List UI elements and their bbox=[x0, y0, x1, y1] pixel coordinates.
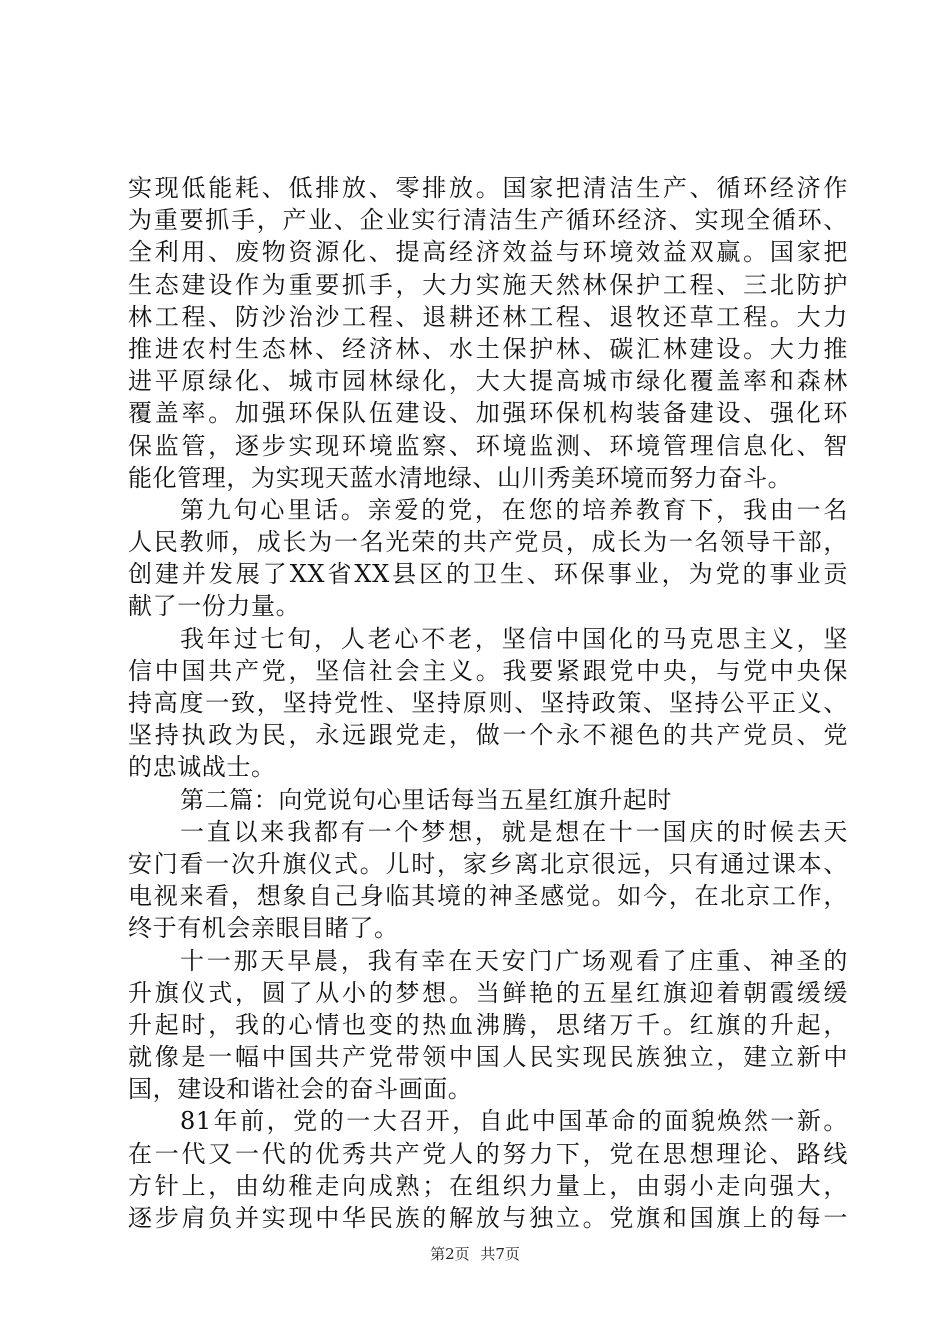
text-line: 安门看一次升旗仪式。儿时，家乡离北京很远，只有通过课本、 bbox=[128, 849, 848, 878]
text-line: 林工程、防沙治沙工程、退耕还林工程、退牧还草工程。大力 bbox=[128, 302, 848, 331]
text-line: 升旗仪式，圆了从小的梦想。当鲜艳的五星红旗迎着朝霞缓缓 bbox=[128, 978, 848, 1007]
text-line: 创建并发展了XX省XX县区的卫生、环保事业，为党的事业贡 bbox=[128, 560, 848, 589]
text-line: 在一代又一代的优秀共产党人的努力下，党在思想理论、路线 bbox=[128, 1139, 848, 1168]
text-line: 覆盖率。加强环保队伍建设、加强环保机构装备建设、强化环 bbox=[128, 399, 848, 428]
page-number: 第2页 bbox=[430, 1245, 470, 1263]
text-line: 推进农村生态林、经济林、水土保护林、碳汇林建设。大力推 bbox=[128, 334, 848, 363]
page-total: 共7页 bbox=[480, 1245, 520, 1263]
text-line: 为重要抓手，产业、企业实行清洁生产循环经济、实现全循环、 bbox=[128, 206, 848, 235]
text-line: 方针上，由幼稚走向成熟；在组织力量上，由弱小走向强大， bbox=[128, 1171, 848, 1200]
page-footer bbox=[0, 1243, 950, 1264]
text-line: 就像是一幅中国共产党带领中国人民实现民族独立，建立新中 bbox=[128, 1043, 848, 1072]
text-line: 升起时，我的心情也变的热血沸腾，思绪万千。红旗的升起， bbox=[128, 1010, 848, 1039]
text-line: 实现低能耗、低排放、零排放。国家把清洁生产、循环经济作 bbox=[128, 174, 848, 202]
text-line: 电视来看，想象自己身临其境的神圣感觉。如今，在北京工作， bbox=[128, 882, 848, 911]
text-line: 生态建设作为重要抓手，大力实施天然林保护工程、三北防护 bbox=[128, 270, 848, 299]
text-line: 国，建设和谐社会的奋斗画面。 bbox=[128, 1075, 473, 1104]
document-body bbox=[128, 172, 848, 1234]
text-line: 信中国共产党，坚信社会主义。我要紧跟党中央，与党中央保 bbox=[128, 656, 848, 685]
text-line: 持高度一致，坚持党性、坚持原则、坚持政策、坚持公平正义、 bbox=[128, 689, 848, 717]
text-line: 保监管，逐步实现环境监察、环境监测、环境管理信息化、智 bbox=[128, 431, 848, 460]
text-line: 第九句心里话。亲爱的党，在您的培养教育下，我由一名 bbox=[180, 495, 848, 524]
text-line: 人民教师，成长为一名光荣的共产党员，成长为一名领导干部， bbox=[128, 528, 848, 557]
text-line: 一直以来我都有一个梦想，就是想在十一国庆的时候去天 bbox=[180, 817, 848, 846]
text-line: 全利用、废物资源化、提高经济效益与环境效益双赢。国家把 bbox=[128, 238, 848, 267]
text-line: 进平原绿化、城市园林绿化，大大提高城市绿化覆盖率和森林 bbox=[128, 367, 848, 396]
text-line: 81年前，党的一大召开，自此中国革命的面貌焕然一新。 bbox=[180, 1107, 848, 1136]
text-line: 我年过七旬，人老心不老，坚信中国化的马克思主义，坚 bbox=[180, 624, 848, 653]
text-line: 逐步肩负并实现中华民族的解放与独立。党旗和国旗上的每一 bbox=[128, 1204, 848, 1232]
text-line: 的忠诚战士。 bbox=[128, 753, 276, 782]
text-line: 第二篇：向党说句心里话每当五星红旗升起时 bbox=[180, 785, 672, 814]
text-line: 献了一份力量。 bbox=[128, 592, 301, 621]
text-line: 终于有机会亲眼目睹了。 bbox=[128, 914, 399, 943]
text-line: 坚持执政为民，永远跟党走，做一个永不褪色的共产党员、党 bbox=[128, 721, 848, 750]
text-line: 十一那天早晨，我有幸在天安门广场观看了庄重、神圣的 bbox=[180, 946, 848, 975]
text-line: 能化管理，为实现天蓝水清地绿、山川秀美环境而努力奋斗。 bbox=[128, 463, 793, 492]
